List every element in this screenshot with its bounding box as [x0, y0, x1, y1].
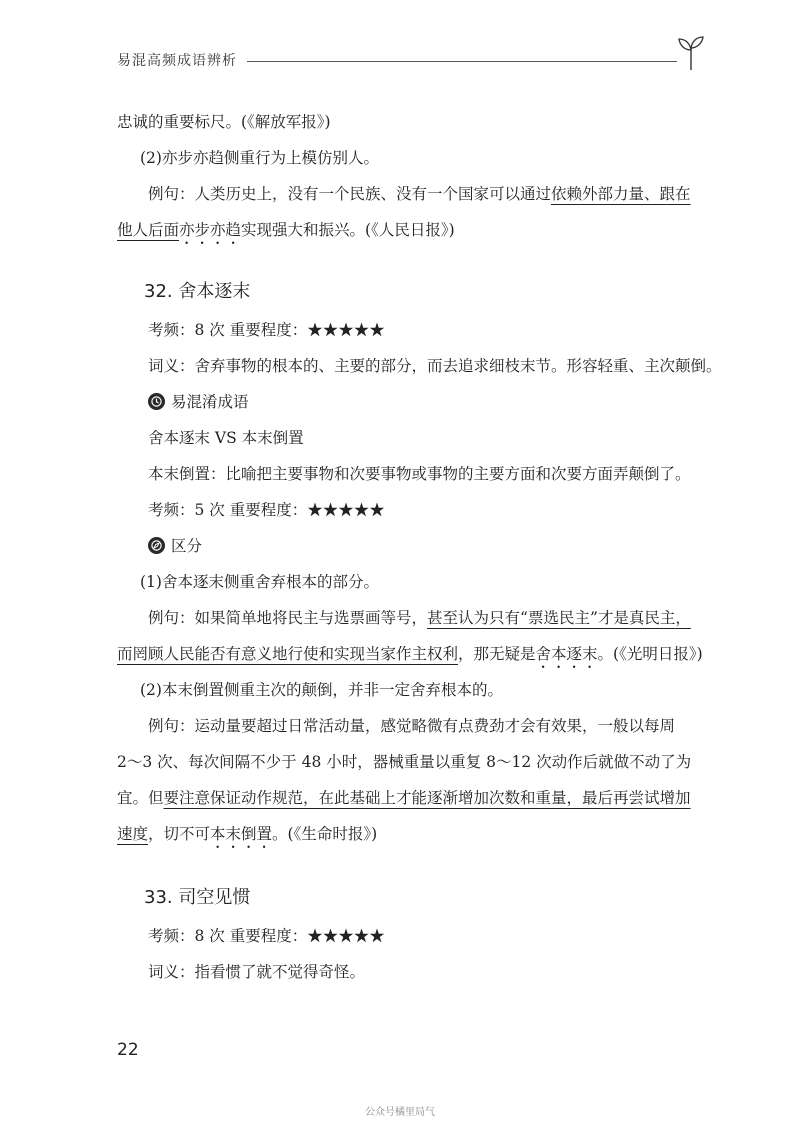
underlined-phrase: 而罔顾人民能否有意义地行使和实现当家作主权利: [117, 645, 459, 663]
watermark-text: 公众号橘里局气: [365, 1107, 435, 1118]
confusable-section-title: 易混淆成语: [117, 384, 711, 420]
running-header: [117, 44, 707, 84]
spacer: [117, 852, 711, 878]
distinction-point: (2)本末倒置侧重主次的颠倒，并非一定舍弃根本的。: [140, 681, 503, 699]
entry-meaning: 词义：舍弃事物的根本的、主要的部分，而去追求细枝末节。形容轻重、主次颠倒。: [148, 357, 722, 375]
underlined-phrase: 要注意保证动作规范，在此基础上才能逐渐增加次数和重量，最后再尝试增加: [163, 789, 691, 807]
other-idiom-frequency: 考频：5 次 重要程度：★★★★★: [148, 501, 385, 519]
page-number: 22: [117, 1040, 139, 1060]
comparison-line: 舍本逐末 VS 本末倒置: [148, 429, 304, 447]
example-sentence: 例句：如果简单地将民主与选票画等号，甚至认为只有“票选民主”才是真民主，: [148, 609, 691, 627]
sprout-icon: [675, 36, 707, 72]
underlined-phrase: 依赖外部力量、跟在: [551, 185, 691, 203]
clock-marker-icon: [148, 393, 165, 410]
compass-marker-icon: [148, 537, 165, 554]
page-content: [117, 104, 722, 990]
entry-frequency: 考频：8 次 重要程度：★★★★★: [148, 321, 385, 339]
header-title: 易混高频成语辨析: [117, 53, 237, 69]
distinguish-section-title: 区分: [117, 528, 711, 564]
example-sentence: 例句：运动量要超过日常活动量，感觉略微有点费劲才会有效果，一般以每周: [148, 717, 676, 735]
example-sentence-continued: 而罔顾人民能否有意义地行使和实现当家作主权利，那无疑是舍本逐末。(《光明日报》): [117, 645, 703, 663]
underlined-phrase: 甚至认为只有“票选民主”才是真民主，: [427, 609, 691, 627]
emphasized-idiom: 亦步亦趋: [179, 221, 242, 239]
emphasized-idiom: 舍本逐末: [535, 645, 598, 663]
example-sentence-continued: 他人后面亦步亦趋实现强大和振兴。(《人民日报》): [117, 221, 455, 239]
other-idiom-meaning: 本末倒置：比喻把主要事物和次要事物或事物的主要方面和次要方面弄颠倒了。: [148, 465, 691, 483]
entry-heading: 33. 司空见惯: [144, 887, 251, 908]
example-sentence-continued: 速度，切不可本末倒置。(《生命时报》): [117, 825, 378, 843]
example-sentence-continued: 宜。但要注意保证动作规范，在此基础上才能逐渐增加次数和重量，最后再尝试增加: [117, 789, 691, 807]
distinction-point: (1)舍本逐末侧重舍弃根本的部分。: [140, 573, 379, 591]
header-rule: [247, 61, 677, 62]
example-sentence-continued: 2～3 次、每次间隔不少于 48 小时，器械重量以重复 8～12 次动作后就做不动了为: [117, 753, 692, 771]
example-sentence: 例句：人类历史上，没有一个民族、没有一个国家可以通过依赖外部力量、跟在: [148, 185, 691, 203]
underlined-phrase: 他人后面: [117, 221, 180, 239]
entry-frequency: 考频：8 次 重要程度：★★★★★: [148, 927, 385, 945]
text-line: 忠诚的重要标尺。(《解放军报》): [117, 113, 331, 131]
emphasized-idiom: 本末倒置: [210, 825, 273, 843]
underlined-phrase: 速度: [117, 825, 149, 843]
text-line: (2)亦步亦趋侧重行为上模仿别人。: [140, 149, 379, 167]
spacer: [117, 248, 711, 272]
entry-meaning: 词义：指看惯了就不觉得奇怪。: [148, 963, 366, 981]
entry-heading: 32. 舍本逐末: [144, 281, 251, 302]
